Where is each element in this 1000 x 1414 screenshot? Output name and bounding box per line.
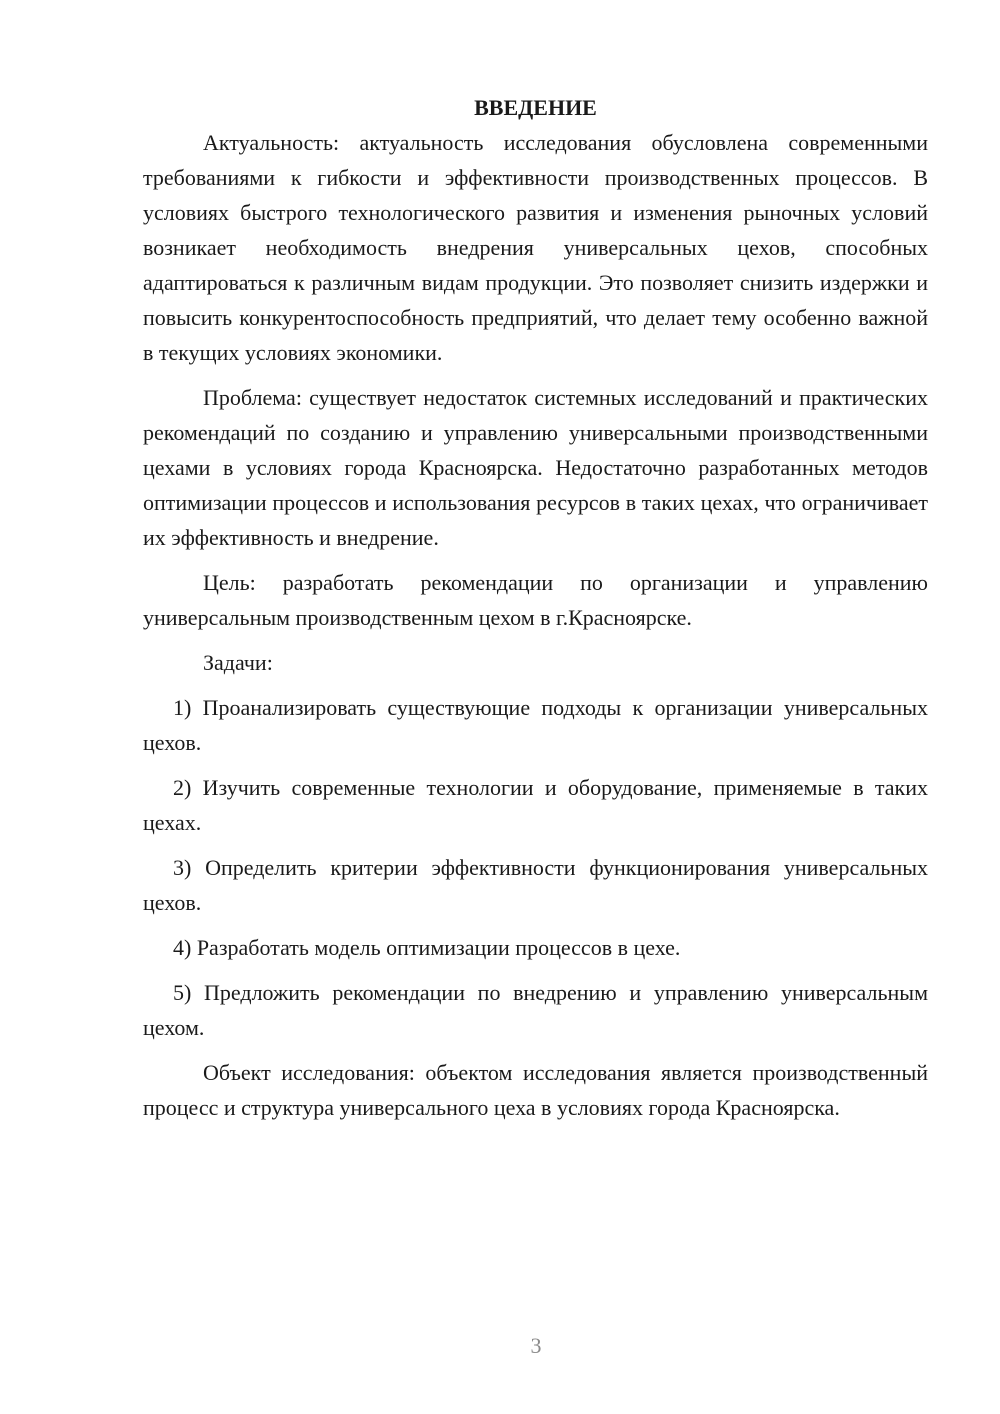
section-title: ВВЕДЕНИЕ xyxy=(474,95,597,120)
paragraph-object: Объект исследования: объектом исследования является производственный процесс и структура универсального цеха в условиях города Красноярска. xyxy=(143,1060,928,1120)
paragraph-tasks-heading: Задачи: xyxy=(203,650,273,675)
paragraph-problem: Проблема: существует недостаток системных исследований и практических рекомендаций по созданию и управлению универсальными производственными цехами в условиях города Красноярска. Недостаточно разработанных методов оптимизации процессов и использования ресурсов в таких цехах, что ограничивает их эффективность и внедрение. xyxy=(143,385,928,550)
task-item-1: 1) Проанализировать существующие подходы к организации универсальных цехов. xyxy=(143,695,928,755)
task-item-4: 4) Разработать модель оптимизации процессов в цехе. xyxy=(173,935,681,960)
task-item-3: 3) Определить критерии эффективности функционирования универсальных цехов. xyxy=(143,855,928,915)
task-item-5: 5) Предложить рекомендации по внедрению и управлению универсальным цехом. xyxy=(143,980,928,1040)
document-page xyxy=(143,90,928,1135)
paragraph-relevance: Актуальность: актуальность исследования обусловлена современными требованиями к гибкости и эффективности производственных процессов. В условиях быстрого технологического развития и изменения рыночных условий возникает необходимость внедрения универсальных цехов, способных адаптироваться к различным видам продукции. Это позволяет снизить издержки и повысить конкурентоспособность предприятий, что делает тему особенно важной в текущих условиях экономики. xyxy=(143,130,928,365)
task-item-2: 2) Изучить современные технологии и оборудование, применяемые в таких цехах. xyxy=(143,775,928,835)
paragraph-goal: Цель: разработать рекомендации по организации и управлению универсальным производственным цехом в г.Красноярске. xyxy=(143,570,928,630)
page-number: 3 xyxy=(530,1333,542,1358)
